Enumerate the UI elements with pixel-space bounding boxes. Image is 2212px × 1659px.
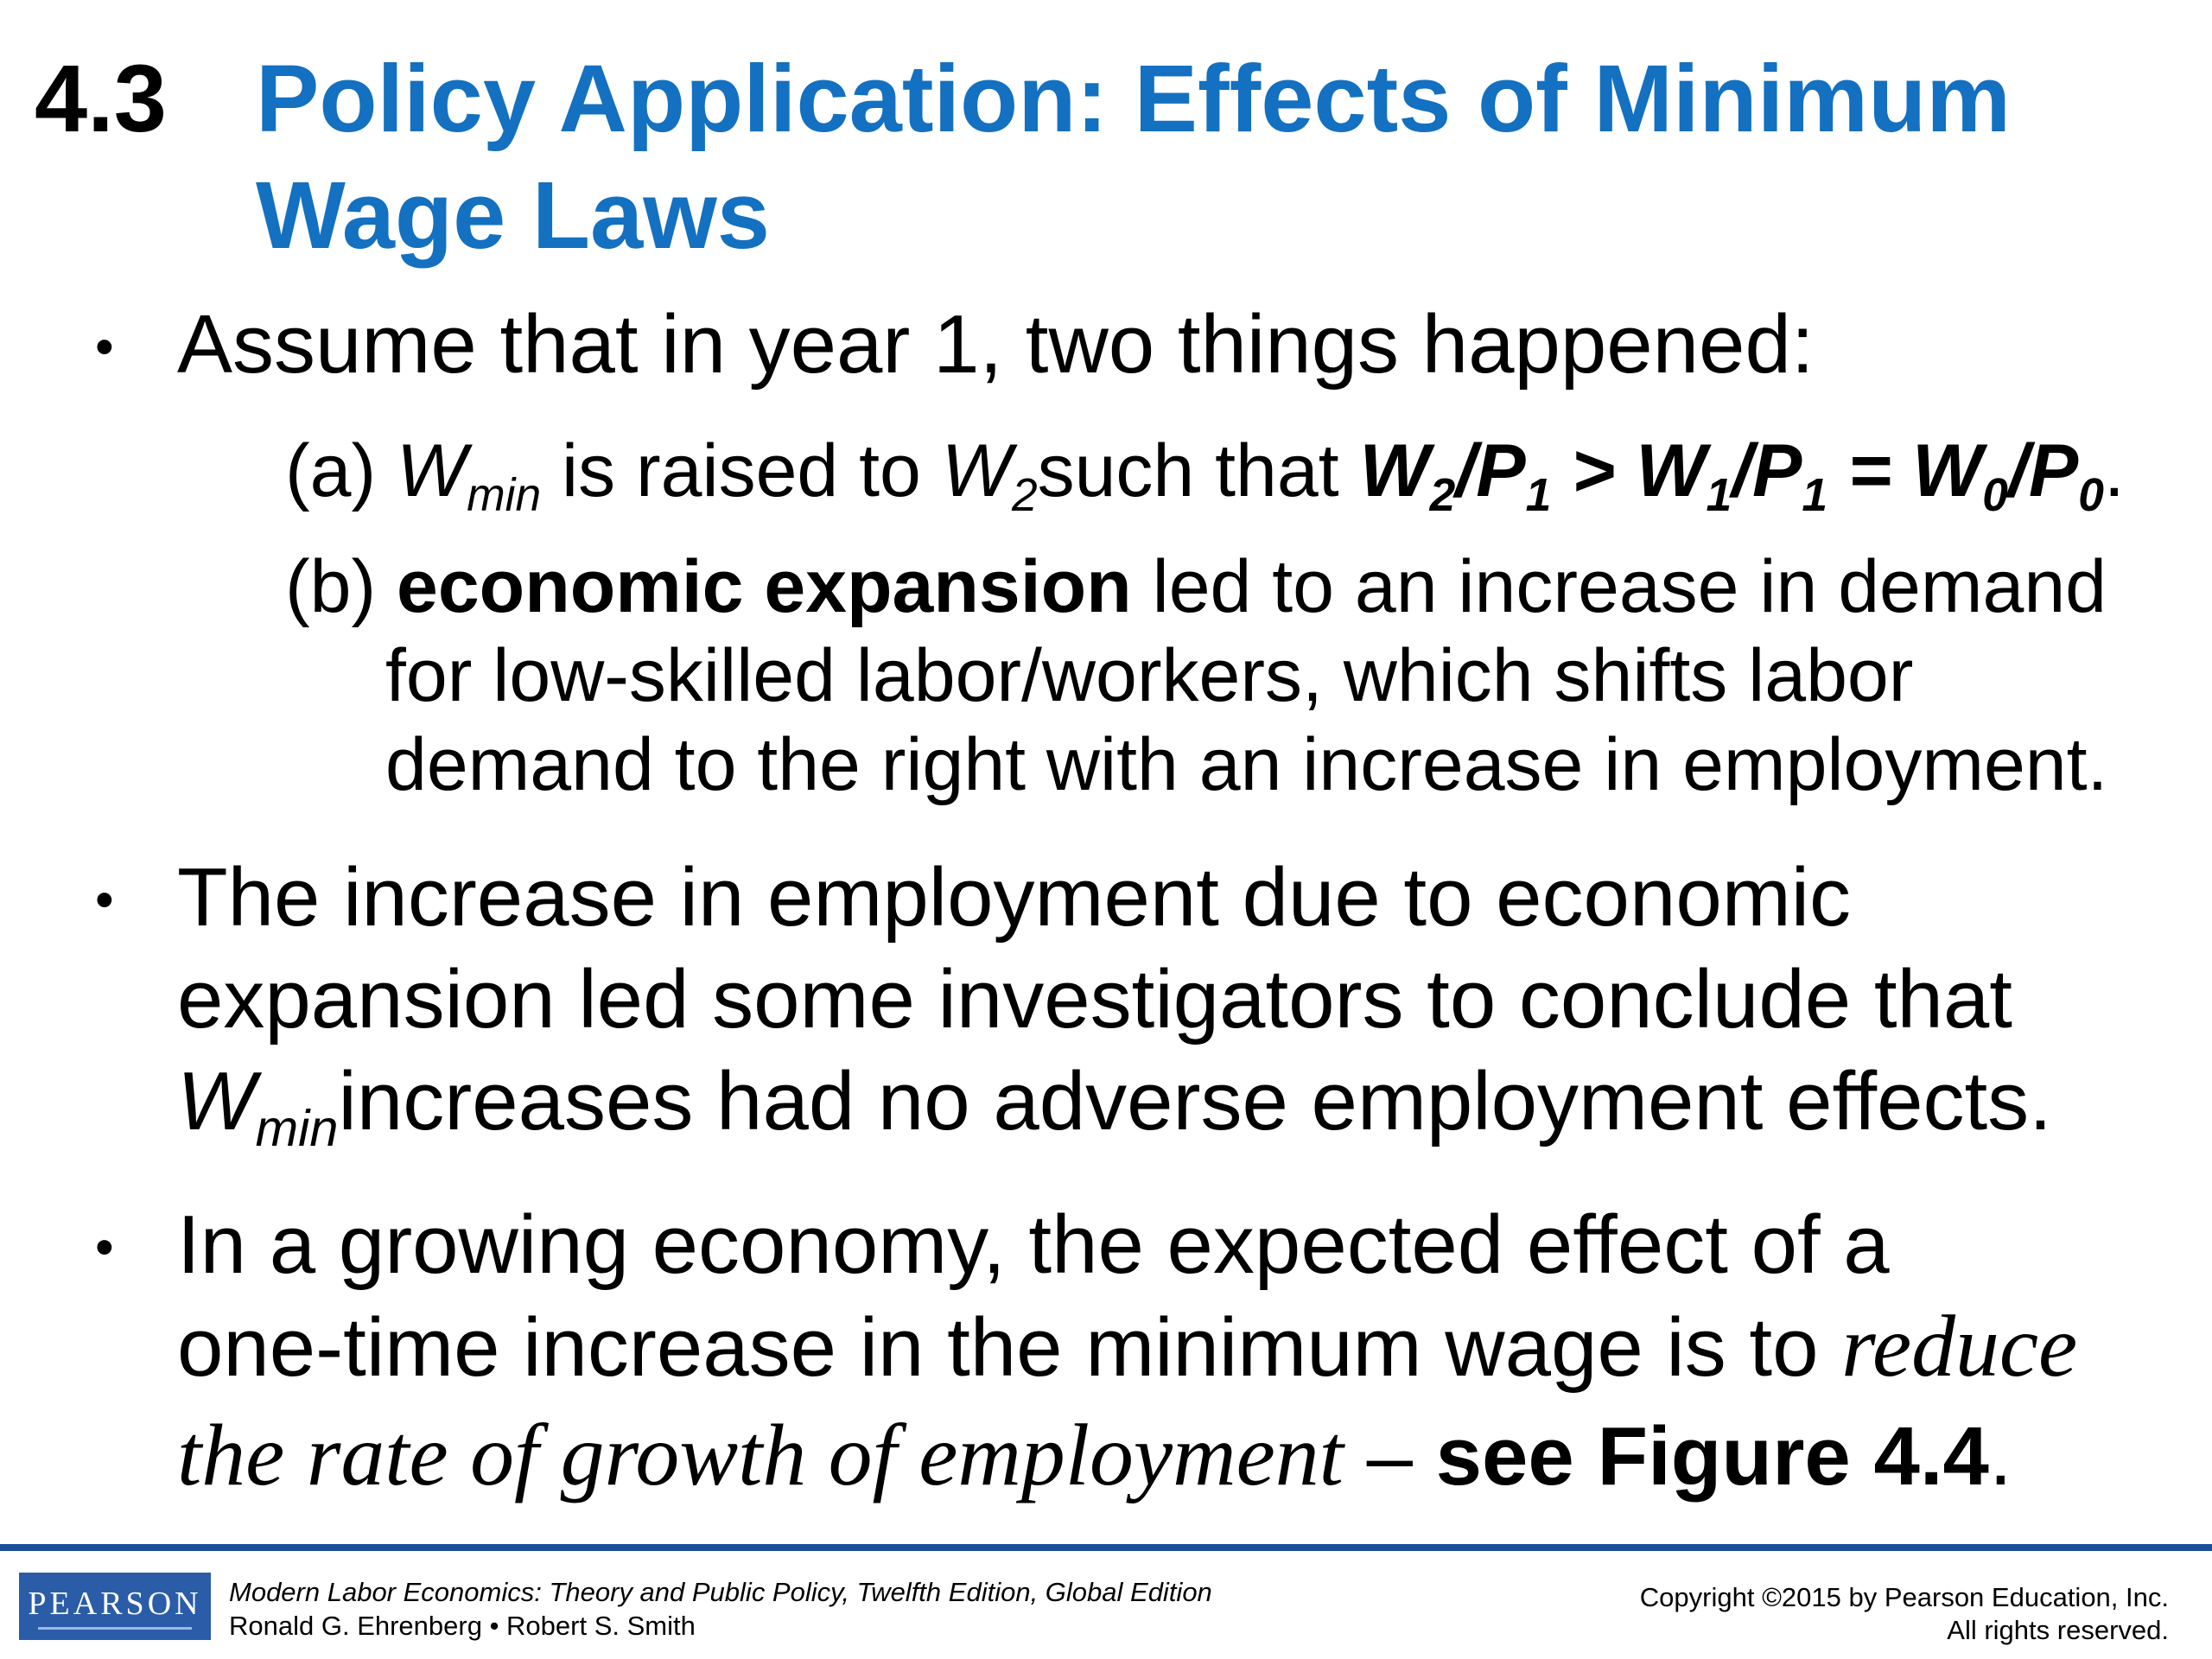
bullet-1b-line-3: demand to the right with an increase in employment. bbox=[385, 723, 2108, 806]
bullet-1b-line-1: (b) economic expansion led to an increase in demand bbox=[285, 545, 2107, 628]
real-wage-inequality: $W_2/P_1 > W_1/P_1 = W_0/P_0$ bbox=[1359, 429, 2104, 522]
footer-rights: All rights reserved. bbox=[1947, 1615, 2169, 1645]
growth-rate-emphasis: the rate of growth of employment bbox=[177, 1407, 1344, 1504]
footer-book-title: Modern Labor Economics: Theory and Public Policy, Twelfth Edition, Global Edition bbox=[229, 1577, 1212, 1607]
footer-divider bbox=[0, 1544, 2212, 1551]
bullet-2-line-2: expansion led some investigators to conclude that bbox=[177, 953, 2012, 1046]
footer-authors: Ronald G. Ehrenberg • Robert S. Smith bbox=[229, 1611, 696, 1641]
w2-symbol: $W_2$ bbox=[941, 429, 1038, 522]
bullet-1b-line-2: for low-skilled labor/workers, which shifts labor bbox=[385, 634, 1914, 717]
footer-copyright: Copyright ©2015 by Pearson Education, Inc. bbox=[1639, 1582, 2169, 1612]
slide-title-line-1: Policy Application: Effects of Minimum bbox=[256, 46, 2012, 152]
bullet-marker: • bbox=[95, 1217, 114, 1277]
bullet-1-text: Assume that in year 1, two things happened: bbox=[177, 298, 1815, 391]
bullet-2-line-3: $W_{min}increases$ had no adverse employment effects. bbox=[177, 1055, 2052, 1158]
bullet-3-line-1: In a growing economy, the expected effect of a bbox=[177, 1198, 1890, 1291]
bullet-3-line-2: one-time increase in the minimum wage is to reduce bbox=[177, 1298, 2078, 1395]
bullet-1a-line: (a) $W_{min}$ is raised to $W_2such$ that $W_2/P_1 > W_1/P_1 = W_0/P_0$. bbox=[285, 429, 2125, 522]
bullet-marker: • bbox=[95, 870, 114, 930]
pearson-logo: PEARSON bbox=[19, 1573, 211, 1640]
w-min-symbol: $W_{min}$ bbox=[177, 1055, 339, 1158]
reduce-emphasis: reduce bbox=[1841, 1298, 2078, 1395]
slide-title-line-2: Wage Laws bbox=[256, 162, 770, 269]
figure-reference: see Figure 4.4 bbox=[1435, 1410, 1989, 1503]
bullet-marker: • bbox=[95, 317, 114, 377]
bullet-2-line-1: The increase in employment due to economic bbox=[177, 851, 1852, 944]
bullet-3-line-3: the rate of growth of employment – see Figure 4.4. bbox=[177, 1407, 2012, 1504]
w-min-symbol: $W_{min}$ bbox=[397, 429, 542, 522]
item-label-a: (a) bbox=[285, 429, 377, 512]
section-number: 4.3 bbox=[35, 46, 167, 152]
item-label-b: (b) bbox=[285, 545, 377, 628]
economic-expansion-emphasis: economic expansion bbox=[397, 545, 1132, 628]
